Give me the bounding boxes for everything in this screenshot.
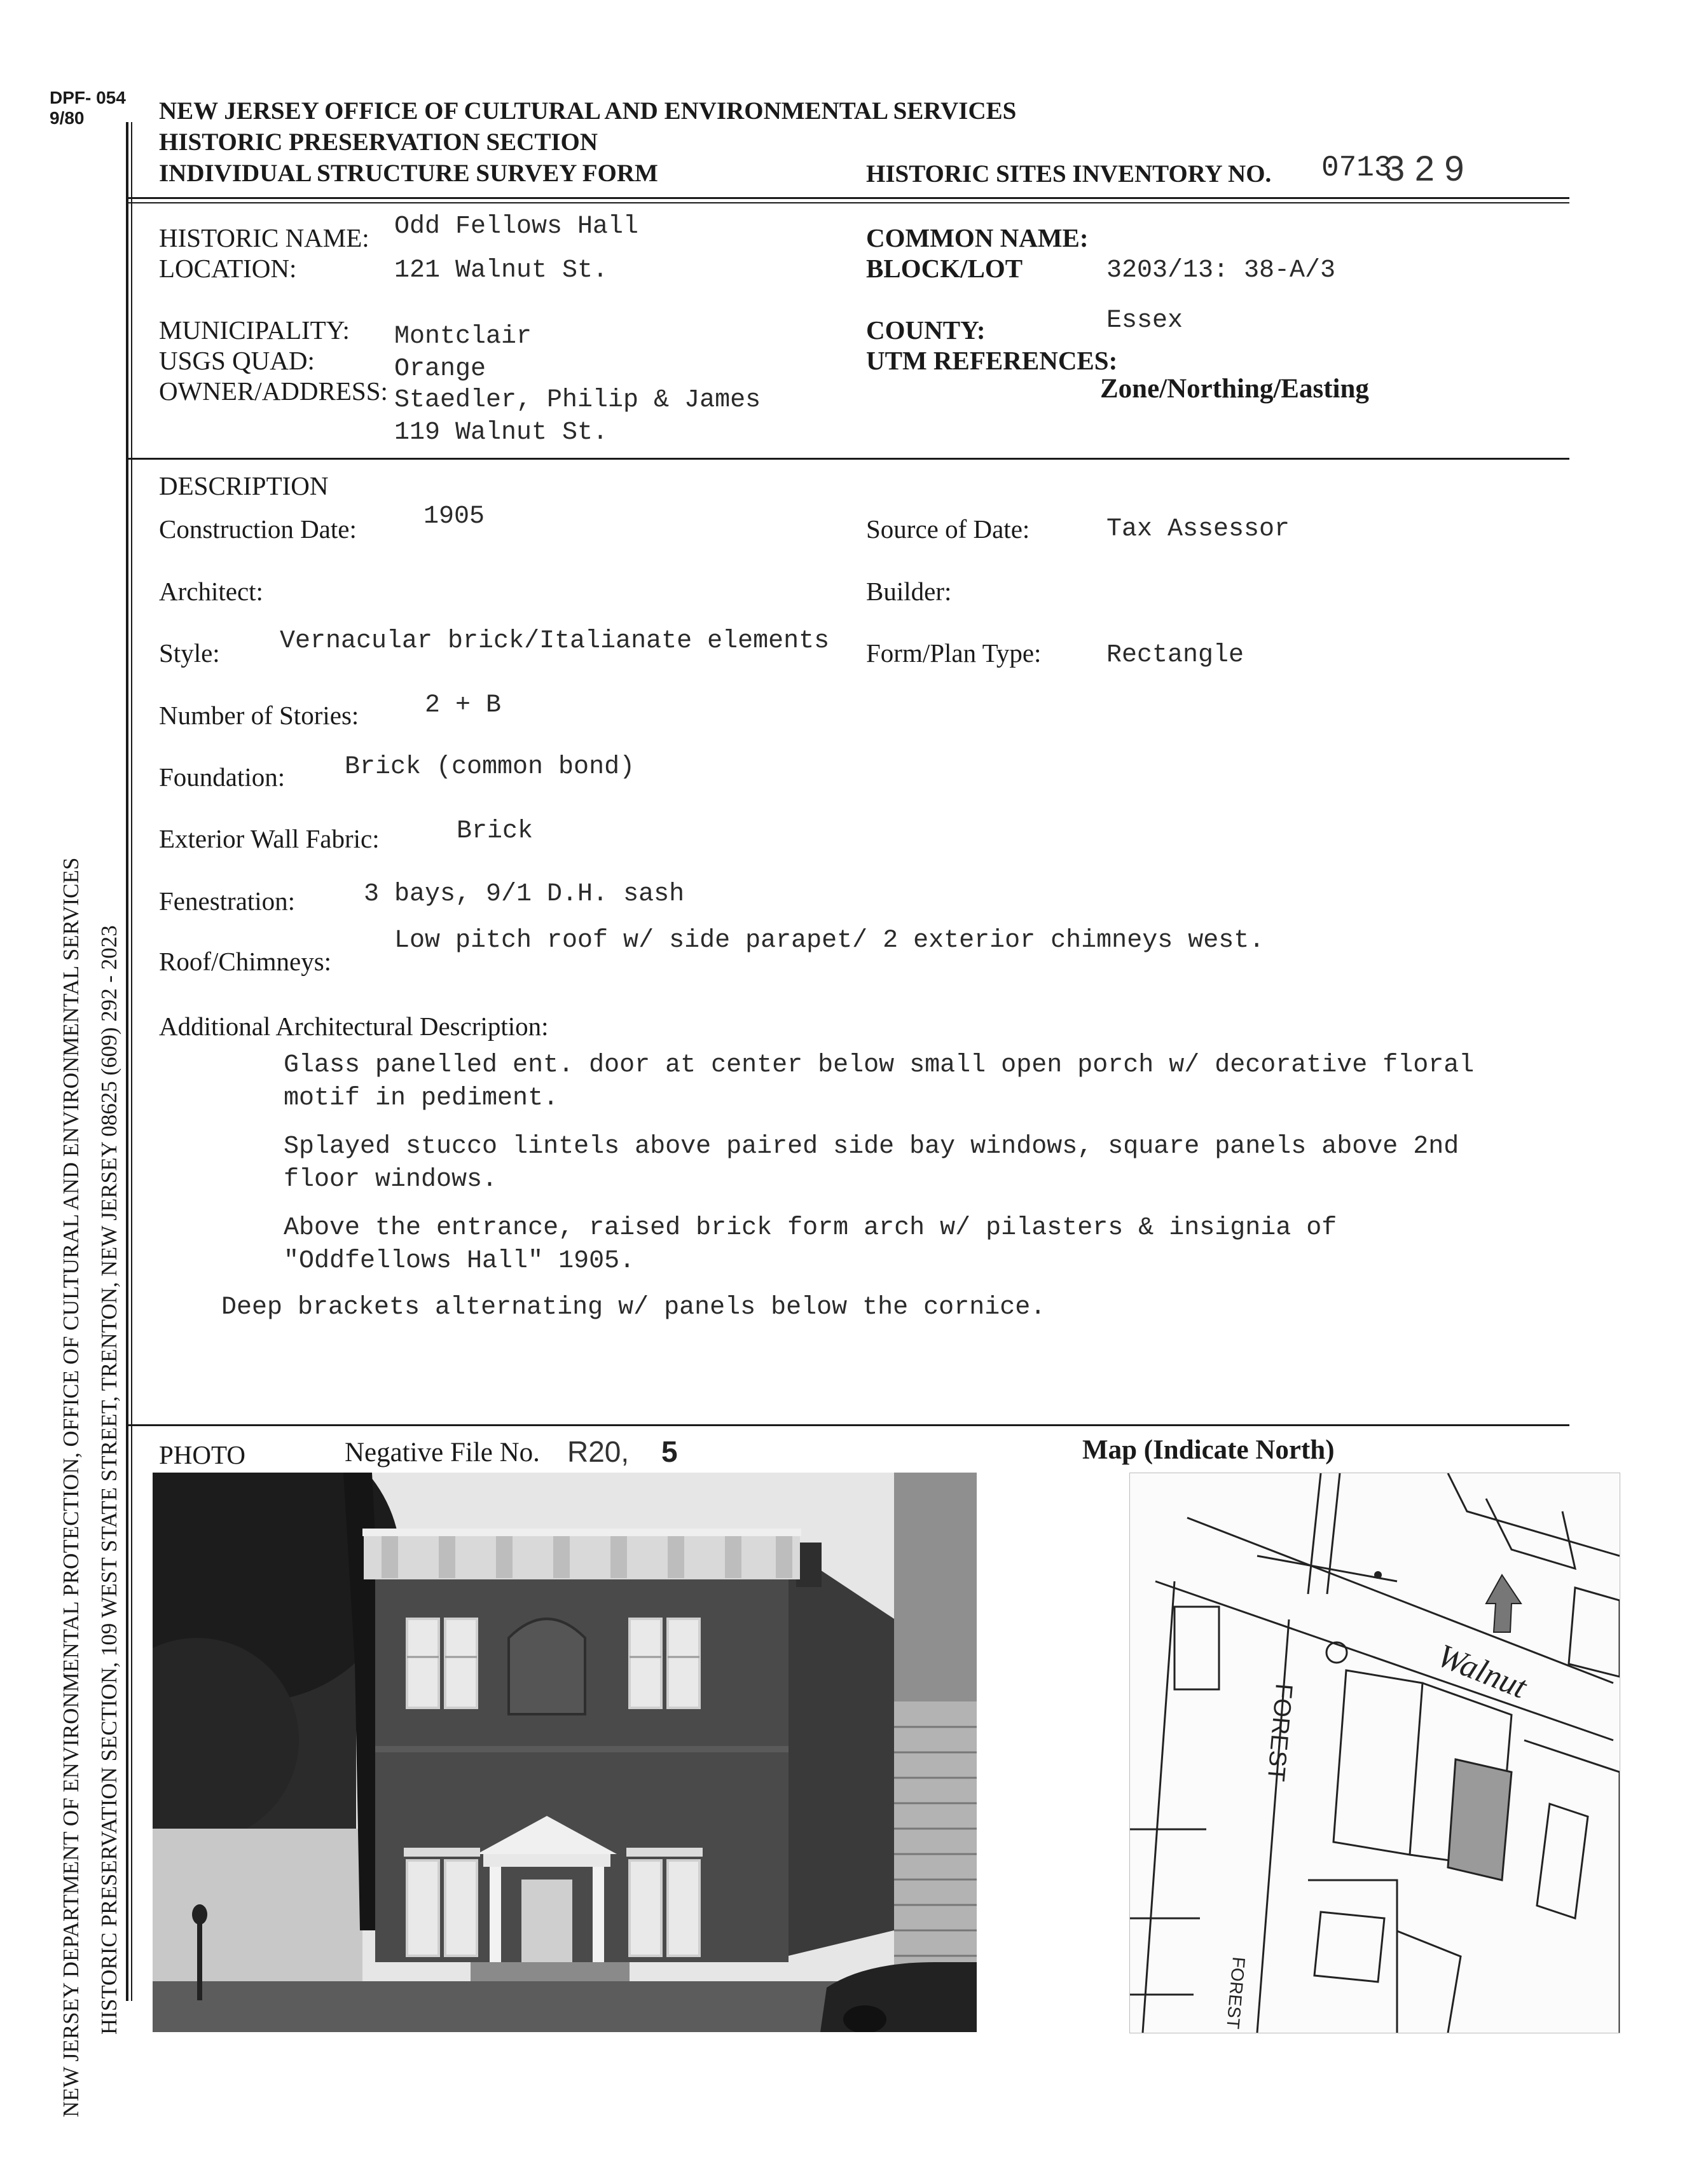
left-rule-inner [131,122,132,2001]
form-plan-value: Rectangle [1106,641,1244,670]
construction-date-label: Construction Date: [159,514,357,544]
location-map [1129,1473,1620,2033]
agency-title: NEW JERSEY OFFICE OF CULTURAL AND ENVIRONMENTAL SERVICES [159,97,1017,125]
block-lot-value: 3203/13: 38-A/3 [1106,256,1336,285]
additional-paragraph-2: Splayed stucco lintels above paired side bay windows, square panels above 2nd floor windows. [284,1132,1459,1194]
stories-label: Number of Stories: [159,701,359,730]
usgs-quad-value: Orange [394,355,486,383]
location-value: 121 Walnut St. [394,256,609,285]
style-label: Style: [159,638,220,668]
negative-file-label: Negative File No. [345,1438,540,1467]
usgs-quad-label: USGS QUAD: [159,346,315,375]
building-photo [153,1473,977,2032]
wall-fabric-label: Exterior Wall Fabric: [159,824,380,853]
inventory-label: HISTORIC SITES INVENTORY NO. [866,160,1272,188]
form-plan-label: Form/Plan Type: [866,638,1042,668]
common-name-label: COMMON NAME: [866,223,1089,252]
style-value: Vernacular brick/Italianate elements [280,627,830,656]
sidebar-address [52,273,128,2117]
form-title: INDIVIDUAL STRUCTURE SURVEY FORM [159,160,658,187]
additional-description-label: Additional Architectural Description: [159,1012,549,1041]
municipality-label: MUNICIPALITY: [159,315,350,345]
map-street-forest: FOREST [1262,1682,1297,1783]
source-date-label: Source of Date: [866,514,1030,544]
owner-value: Staedler, Philip & James [394,386,761,415]
foundation-label: Foundation: [159,762,286,792]
location-map-drawing [1130,1473,1620,2033]
negative-file-number: R20, [567,1435,630,1468]
map-street-walnut: Walnut [1432,1637,1532,1706]
section-title: HISTORIC PRESERVATION SECTION [159,128,598,156]
description-heading: DESCRIPTION [159,471,329,500]
map-label: Map (Indicate North) [1082,1435,1335,1465]
building-photo-drawing [153,1473,977,2032]
header-rule-2 [126,202,1569,203]
architect-label: Architect: [159,577,263,606]
roof-label: Roof/Chimneys: [159,947,332,976]
roof-value: Low pitch roof w/ side parapet/ 2 exterior chimneys west. [394,926,1265,955]
map-street-forest-lower: FOREST [1223,1956,1249,2030]
block-lot-label: BLOCK/LOT [866,254,1023,283]
inventory-number: 0713 [1321,151,1392,184]
additional-paragraph-1: Glass panelled ent. door at center below small open porch w/ decorative floral motif in pediment. [284,1051,1475,1113]
inventory-suffix: 3 2 9 [1385,148,1464,188]
utm-sub-label: Zone/Northing/Easting [1100,374,1369,404]
form-date: 9/80 [50,108,85,128]
source-date-value: Tax Assessor [1106,515,1290,544]
header-rule [126,197,1569,199]
wall-fabric-value: Brick [457,817,534,846]
sidebar-line-1: NEW JERSEY DEPARTMENT OF ENVIRONMENTAL PROTECTION, OFFICE OF CULTURAL AND ENVIRONMENTAL SERVICES [59,857,83,2117]
negative-frame-number: 5 [661,1435,678,1468]
sidebar-line-2: HISTORIC PRESERVATION SECTION, 109 WEST STATE STREET, TRENTON, NEW JERSEY 08625 (609) 292 - 2023 [97,925,121,2035]
stories-value: 2 + B [425,691,502,720]
municipality-value: Montclair [394,322,532,351]
owner-label: OWNER/ADDRESS: [159,376,388,406]
utm-label: UTM REFERENCES: [866,346,1118,375]
owner-address-value: 119 Walnut St. [394,418,609,447]
county-value: Essex [1106,306,1183,335]
construction-date-value: 1905 [424,502,485,531]
photo-label: PHOTO [159,1440,245,1469]
additional-paragraph-4: Deep brackets alternating w/ panels below the cornice. [221,1293,1046,1322]
historic-name-label: HISTORIC NAME: [159,223,369,252]
additional-paragraph-3: Above the entrance, raised brick form arch w/ pilasters & insignia of "Oddfellows Hall" 1905. [284,1214,1337,1275]
form-number: DPF- 054 [50,88,126,107]
location-label: LOCATION: [159,254,297,283]
identification-rule [126,458,1569,460]
form-code [50,88,126,128]
builder-label: Builder: [866,577,952,606]
fenestration-label: Fenestration: [159,886,296,916]
description-rule [126,1424,1569,1426]
foundation-value: Brick (common bond) [345,753,635,781]
fenestration-value: 3 bays, 9/1 D.H. sash [364,880,685,909]
county-label: COUNTY: [866,315,986,345]
historic-name-value: Odd Fellows Hall [394,212,639,241]
